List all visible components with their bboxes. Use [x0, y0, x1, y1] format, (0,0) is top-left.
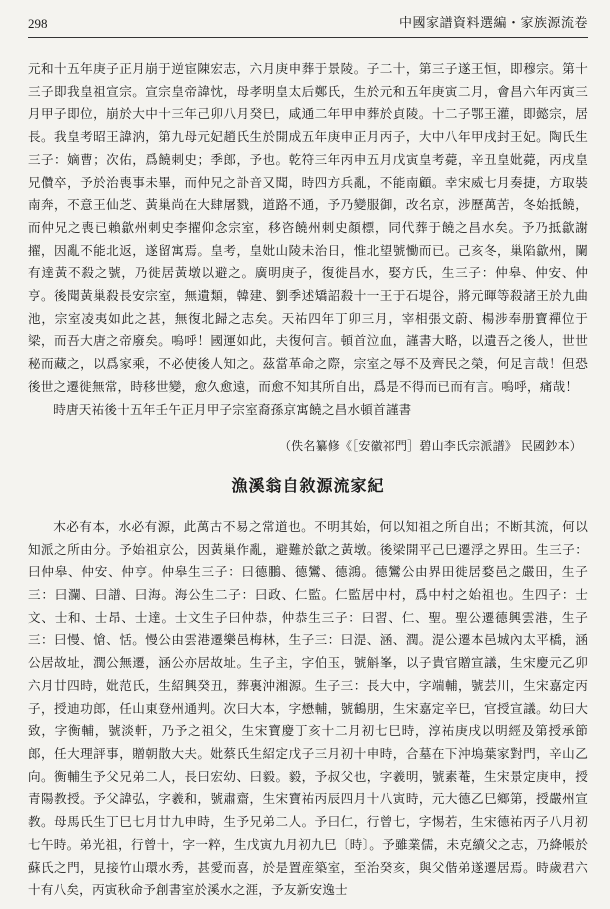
page-content — [28, 58, 588, 902]
page-header — [28, 16, 588, 38]
book-title: 中國家譜資料選編・家族源流卷 — [398, 16, 588, 31]
article-title: 漁溪翁自敘源流家紀 — [231, 475, 385, 495]
signature-line: 時唐天祐後十五年壬午正月甲子宗室裔孫京寓饒之昌水頓首謹書 — [53, 401, 412, 417]
source-note: （佚名纂修《［安徽祁門］碧山李氏宗派譜》 民國鈔本） — [278, 439, 582, 454]
page-number: 298 — [28, 16, 48, 31]
previous-text-paragraph: 元和十五年庚子正月崩于逆宦陳宏志，六月庚申葬于景陵。子二十，第三子遂王恒，即穆宗。第十三子即我皇祖宣宗。宣宗皇帝諱忱，母孝明皇太后鄭氏，生於元和五年庚寅二月，會昌六年丙寅三月甲子即位，崩於大中十三年己卯八月癸巳，咸通二年甲申葬於貞陵。十二子鄂王灌，即懿宗，居長。我皇考昭王諱汭，第九母元妃趙氏生於開成五年庚申正月丙子，大中八年甲戌封王妃。陶氏生三子：嫡曹；次佑，爲饒刺史；季郎，予也。乾符三年丙申五月戊寅皇考薨，辛丑皇妣薨，丙戌皇兄儹卒，予於治喪事未畢，而仲兄之訃音又聞，時四方兵亂，不能南顧。幸宋威七月奏捷，方取裝南奔，不意王仙芝、黃巢尚在大肆屠戮，道路不通，予乃變服御，改名京，涉歷萬苦，冬始抵饒，而仲兄之喪已賴歙州刺史李擢仰念宗室，移咨饒州刺史顏標，同代葬于饒之昌水矣。予乃抵歙謝擢，因亂不能北返，遂留寓焉。皇考，皇妣山陵未治日，惟北望號慟而已。己亥冬，巢陷歙州，闌有達黃不殺之號，乃徙居黃墩以避之。廣明庚子，復徙昌水，娶方氏，生三子：仲皋、仲安、仲亨。後聞黃巢殺長安宗室，無遺類，韓建、劉季述矯詔殺十一王于石堤谷，將元暉等殺諸王於九曲池，宗室凌夷如此之甚，無復北歸之志矣。天祐四年丁卯三月，宰相張文蔚、楊涉奉册寶禪位于梁，而吾大唐之帝廢矣。嗚呼！國運如此，夫復何言。頓首泣血，謹書大略，以遺吾之後人，世世秘而藏之，以爲家乘，不必使後人知之。茲當革命之際，宗室之辱不及齊民之榮，何足言哉！但恐後世之遷徙無常，時移世變，愈久愈遠，而愈不知其所自出，爲是不得而已而有言。嗚呼，痛哉！ — [28, 61, 588, 394]
article-body: 木必有本，水必有源，此萬古不易之常道也。不明其始，何以知祖之所自出；不断其流，何以知派之所由分。予始祖京公，因黃巢作亂，避難於歙之黃墩。後梁開平己巳遷浮之界田。生三子：曰仲皋、仲安、仲亨。仲皋生三子：曰德鵬、德鸞、德鴻。德鸞公由界田徙居婺邑之嚴田，生子三：曰瀾、曰譜、曰海。海公生二子：曰政、仁監。仁監居中村，爲中村之始祖也。生四子：士文、士和、士昂、士達。士文生子曰仲恭，仲恭生三子：曰習、仁、聖。聖公遷德興雲港，生子三：曰慢、愴、恬。慢公由雲港遷樂邑梅林，生子三：曰湜、涵、潤。湜公遷本邑城內太平橋，涵公居故址，潤公無遷，涵公亦居故址。生子主，字伯玉，號斛峯，以子貴官贈宣議，生宋慶元乙卯六月廿四時，妣范氏，生紹興癸丑，葬裏沖湘源。生子三：長大中，字端輔，號芸川，生宋嘉定丙子，授迪功郎，任山東登州通判。次曰大本，字懋輔，號鶴朋，生宋嘉定辛巳，官授宣議。幼曰大致，字衡輔，號淡軒，乃予之祖父，生宋寶慶丁亥十二月初七巳時，淳祐庚戌以明經及第授承節郎，任大理評事，贈朝散大夫。妣蔡氏生紹定戊子三月初十申時，合墓在下沖塢葉家對門，辛山乙向。衡輔生予父兄弟二人，長曰宏幼、曰毅。毅，予叔父也，字羲明，號素菴，生宋景定庚申，授青陽教授。予父諱弘，字羲和，號肅齋，生宋寶祐丙辰四月十八寅時，元大德乙巳鄉第，授嚴州宣教。母馬氏生丁巳七月廿九申時，生予兄弟二人。予曰仁，行曾七，字惕若，生宋德祐丙子八月初七午時。弟光祖，行曾十，字一粹，生戊寅九月初九巳〔時〕。予雖業儒，未克續父之志，乃絳帳於蘇氏之門，見接竹山環水秀，甚愛而喜，於是置産築室，至治癸亥，與父偕弟遂遷居焉。時歲君六十有八矣，丙寅秋命予創書室於溪水之涯，予友新安逸士 — [28, 518, 588, 898]
